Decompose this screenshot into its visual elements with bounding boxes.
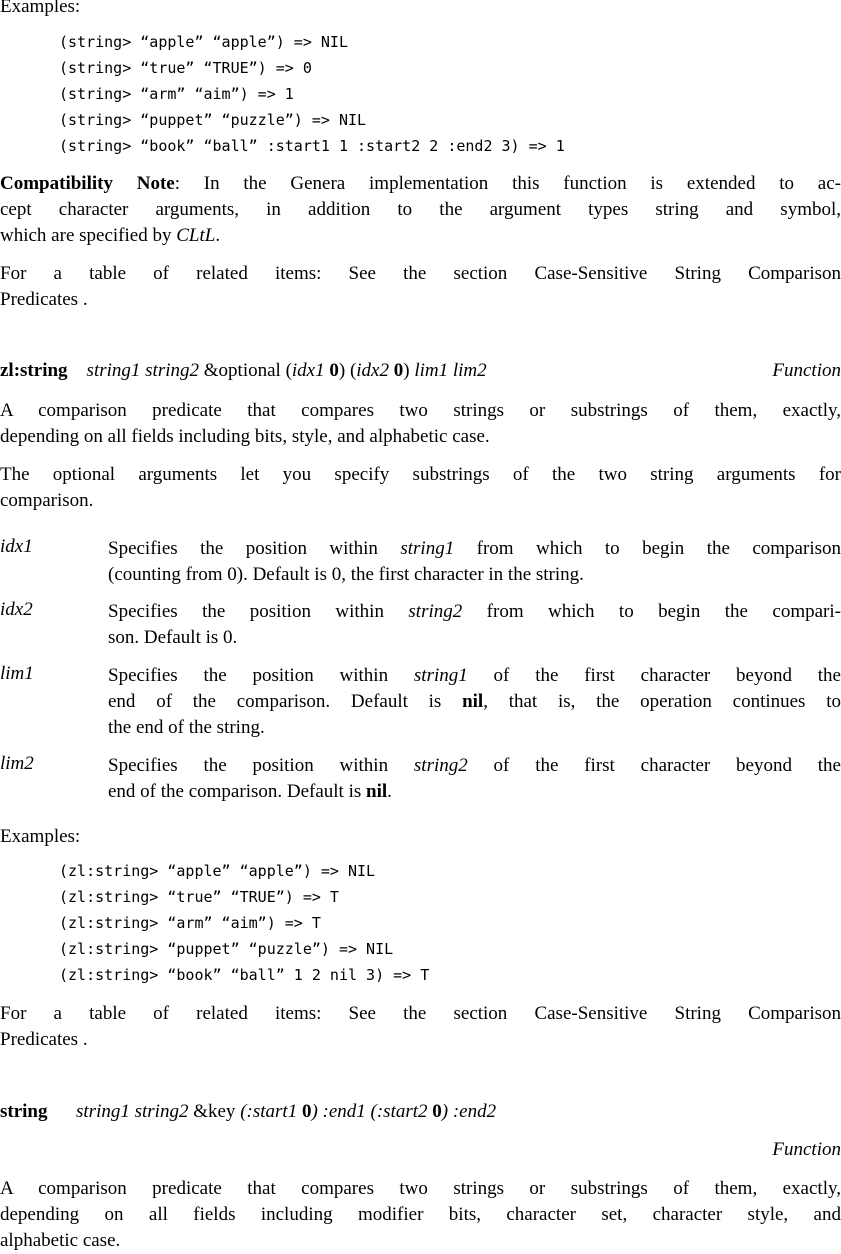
function-signature: string string1 string2 &key (:start1 0) :end1 (:start2 0) :end2 [0, 1101, 497, 1122]
arg-term: lim1 [0, 663, 34, 684]
function-type: Function [772, 360, 841, 381]
code-example: (string> “true” “TRUE”) => 0 [59, 59, 312, 77]
arg-term: idx2 [0, 599, 33, 620]
optional-args-description: The optional arguments let you specify substrings of the two string arguments for comparison. [0, 464, 841, 511]
code-example: (zl:string> “true” “TRUE”) => T [59, 888, 339, 906]
related-items: For a table of related items: See the section Case-Sensitive String Comparison Predicates . [0, 263, 841, 310]
compatibility-note: Compatibility Note: In the Genera implementation this function is extended to ac- cept character arguments, in addition to the argument types string and symbol, which are specified by CLtL. [0, 173, 841, 246]
code-example: (string> “apple” “apple”) => NIL [59, 33, 348, 51]
compat-label: Compatibility Note [0, 173, 175, 194]
code-example: (zl:string> “puppet” “puzzle”) => NIL [59, 940, 394, 958]
related-link[interactable]: For a table of related items: See the section Case-Sensitive String Comparison [0, 1003, 841, 1024]
function-description: A comparison predicate that compares two strings or substrings of them, exactly, depending on all fields including bits, style, and alphabetic case. [0, 400, 841, 447]
code-example: (zl:string> “arm” “aim”) => T [59, 914, 321, 932]
function-name: string [0, 1101, 48, 1122]
arg-description: Specifies the position within string2 of the first character beyond the end of the comparison. Default is nil. [108, 755, 841, 802]
code-example: (string> “puppet” “puzzle”) => NIL [59, 111, 367, 129]
examples-label: Examples: [0, 0, 81, 17]
arg-description: Specifies the position within string1 of the first character beyond the end of the comparison. Default is nil, that is, the operation continues to the end of the string. [108, 665, 841, 738]
arg-term: idx1 [0, 536, 33, 557]
related-link[interactable]: For a table of related items: See the section Case-Sensitive String Comparison [0, 263, 841, 284]
cltl-reference: CLtL [176, 225, 216, 246]
code-example: (string> “book” “ball” :start1 1 :start2 2 :end2 3) => 1 [59, 137, 565, 155]
related-items: For a table of related items: See the section Case-Sensitive String Comparison Predicates . [0, 1003, 841, 1050]
code-example: (zl:string> “book” “ball” 1 2 nil 3) => T [59, 966, 430, 984]
code-example: (zl:string> “apple” “apple”) => NIL [59, 862, 376, 880]
function-type: Function [772, 1139, 841, 1160]
arg-description: Specifies the position within string1 from which to begin the comparison (counting from 0). Default is 0, the first character in the string. [108, 538, 841, 585]
examples-label: Examples: [0, 826, 81, 847]
arg-description: Specifies the position within string2 from which to begin the compari- son. Default is 0. [108, 601, 841, 648]
code-example: (string> “arm” “aim”) => 1 [59, 85, 294, 103]
arg-term: lim2 [0, 753, 34, 774]
function-signature: zl:string string1 string2 &optional (idx1 0) (idx2 0) lim1 lim2 [0, 360, 487, 381]
function-name: zl:string [0, 360, 68, 381]
function-description: A comparison predicate that compares two strings or substrings of them, exactly, depending on all fields including modifier bits, character set, character style, and alphabetic case. [0, 1178, 841, 1251]
